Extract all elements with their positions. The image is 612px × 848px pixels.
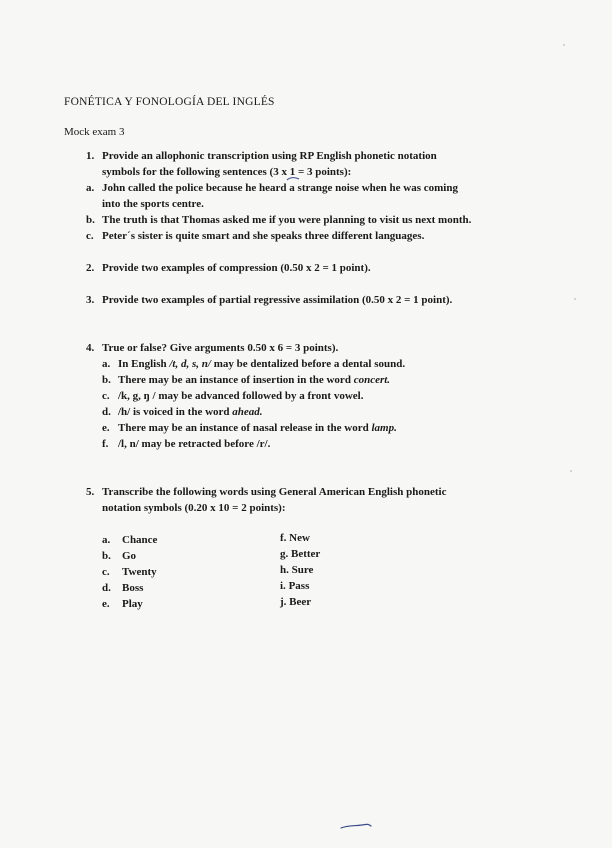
scan-speck [563,44,565,46]
q1-item-a-letter: a. [86,182,95,194]
pen-edit-mark [286,176,300,182]
scan-speck [574,298,576,300]
q4-item-f: f. /l, n/ may be retracted before /r/. [102,438,271,450]
q1-item-c [86,228,424,244]
exam-label: Mock exam 3 [64,126,125,138]
q2-number: 2. [86,262,95,274]
q4-item-f-letter: f. [102,438,109,450]
q5-word-e: e. Play [102,598,143,610]
q1-line1: Provide an allophonic transcription using RP English phonetic notation [102,150,437,162]
q5-line2: notation symbols (0.20 x 10 = 2 points): [102,502,286,514]
q5-word-i: i. Pass [280,580,310,592]
q1-item-c-text: Peter´s sister is quite smart and she speaks three different languages. [102,230,425,242]
q1-item-b [86,212,471,228]
q1-item-a-text2: into the sports centre. [102,198,204,210]
q1-item-a-text: John called the police because he heard a strange noise when he was coming [102,182,458,194]
q5-word-h: h. Sure [280,564,314,576]
q1-number: 1. [86,150,95,162]
q2-prompt [86,260,371,276]
q4-item-a: a. In English /t, d, s, n/ may be dentalized before a dental sound. [102,358,406,370]
q4-item-e-letter: e. [102,422,110,434]
q5-word-a: a. Chance [102,534,158,546]
q5-number: 5. [86,486,95,498]
q2-text: Provide two examples of compression (0.50 x 2 = 1 point). [102,262,371,274]
q5-word-j: j. Beer [280,596,312,608]
q4-item-b-letter: b. [102,374,111,386]
q5-word-f: f. New [280,532,310,544]
q5-word-g: g. Better [280,548,321,560]
q4-item-e: e. There may be an instance of nasal release in the word lamp. [102,422,397,434]
q1-item-c-letter: c. [86,230,94,242]
q4-item-c-letter: c. [102,390,110,402]
q5-prompt [86,484,446,500]
q4-item-c: c. /k, g, ŋ / may be advanced followed by a front vowel. [102,390,364,402]
q1-prompt [86,148,437,164]
pen-scribble-mark [340,822,372,830]
q1-item-b-letter: b. [86,214,95,226]
q1-item-b-text: The truth is that Thomas asked me if you were planning to visit us next month. [102,214,472,226]
q4-item-a-letter: a. [102,358,111,370]
q4-item-d: d. /h/ is voiced in the word ahead. [102,406,263,418]
scan-speck [570,470,572,472]
q4-text: True or false? Give arguments 0.50 x 6 = 3 points). [102,342,339,354]
q3-text: Provide two examples of partial regressive assimilation (0.50 x 2 = 1 point). [102,294,453,306]
q3-number: 3. [86,294,95,306]
q5-word-c: c. Twenty [102,566,157,578]
course-title: FONÉTICA Y FONOLOGÍA DEL INGLÉS [64,96,275,108]
q5-line1: Transcribe the following words using General American English phonetic [102,486,447,498]
q4-number: 4. [86,342,95,354]
q4-prompt [86,340,338,356]
q3-prompt [86,292,452,308]
q5-word-b: b. Go [102,550,137,562]
q1-line2: symbols for the following sentences (3 x 1 = 3 points): [102,166,352,178]
q5-word-d: d. Boss [102,582,144,594]
q4-item-d-letter: d. [102,406,111,418]
q4-item-b: b. There may be an instance of insertion in the word concert. [102,374,391,386]
q1-item-a [86,180,458,196]
